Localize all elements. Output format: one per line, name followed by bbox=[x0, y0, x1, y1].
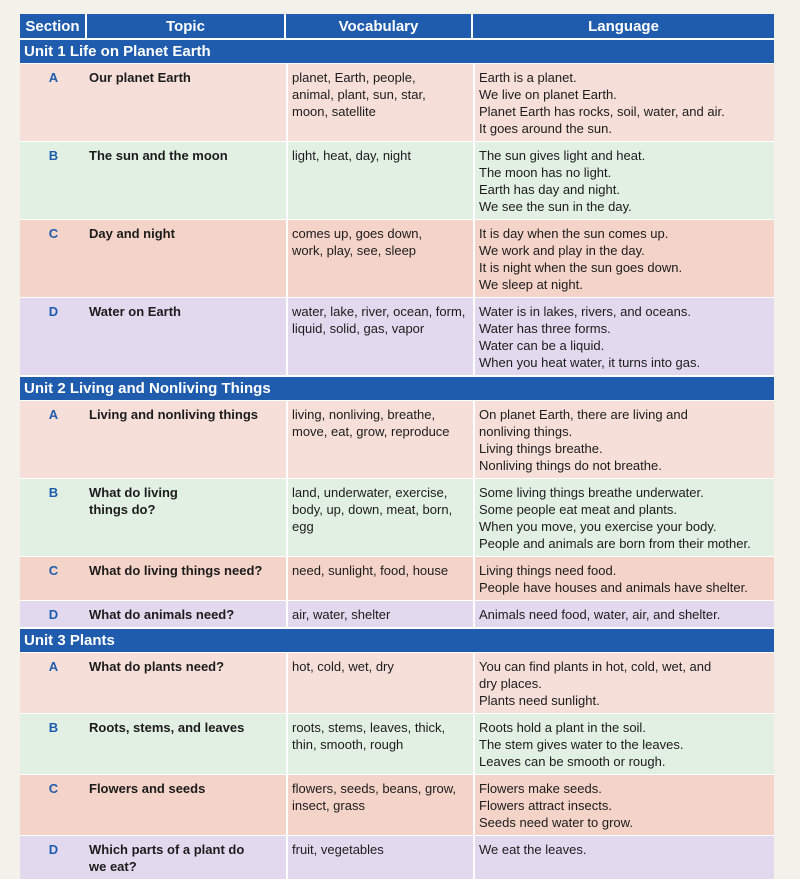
topic-cell bbox=[87, 63, 286, 141]
topic-cell bbox=[87, 478, 286, 556]
topic-line: Water on Earth bbox=[89, 304, 181, 319]
topic-line: What do plants need? bbox=[89, 659, 225, 674]
vocabulary-line: hot, cold, wet, dry bbox=[292, 659, 394, 674]
section-letter: C bbox=[20, 774, 87, 835]
table-row bbox=[20, 600, 774, 627]
topic-line: Roots, stems, and leaves bbox=[89, 720, 245, 735]
topic-line: things do? bbox=[89, 502, 156, 517]
vocabulary-line: move, eat, grow, reproduce bbox=[292, 424, 450, 439]
language-line: Nonliving things do not breathe. bbox=[479, 458, 662, 473]
language-line: Flowers make seeds. bbox=[479, 781, 602, 796]
language-line: It is day when the sun comes up. bbox=[479, 226, 669, 241]
language-line: Plants need sunlight. bbox=[479, 693, 600, 708]
unit-header-row bbox=[20, 627, 774, 652]
topic-cell bbox=[87, 652, 286, 713]
vocabulary-cell bbox=[286, 556, 473, 600]
section-letter: A bbox=[20, 652, 87, 713]
curriculum-table bbox=[20, 14, 774, 879]
language-line: Living things need food. bbox=[479, 563, 617, 578]
language-cell bbox=[473, 297, 774, 375]
topic-line: Day and night bbox=[89, 226, 175, 241]
section-letter: D bbox=[20, 600, 87, 627]
vocabulary-cell bbox=[286, 219, 473, 297]
vocabulary-line: water, lake, river, ocean, form, bbox=[292, 304, 466, 319]
table-row bbox=[20, 63, 774, 141]
language-cell bbox=[473, 556, 774, 600]
vocabulary-line: flowers, seeds, beans, grow, bbox=[292, 781, 457, 796]
section-letter: D bbox=[20, 297, 87, 375]
table-row bbox=[20, 219, 774, 297]
table-row bbox=[20, 400, 774, 478]
vocabulary-line: air, water, shelter bbox=[292, 607, 391, 622]
topic-line: Our planet Earth bbox=[89, 70, 191, 85]
language-cell bbox=[473, 141, 774, 219]
vocabulary-line: thin, smooth, rough bbox=[292, 737, 404, 752]
header-vocabulary: Vocabulary bbox=[286, 14, 473, 38]
language-line: When you move, you exercise your body. bbox=[479, 519, 717, 534]
vocabulary-line: need, sunlight, food, house bbox=[292, 563, 449, 578]
language-cell bbox=[473, 774, 774, 835]
language-cell bbox=[473, 63, 774, 141]
vocabulary-cell bbox=[286, 141, 473, 219]
language-line: The sun gives light and heat. bbox=[479, 148, 646, 163]
vocabulary-cell bbox=[286, 652, 473, 713]
unit-header-row bbox=[20, 38, 774, 63]
language-line: On planet Earth, there are living and bbox=[479, 407, 688, 422]
language-line: Earth is a planet. bbox=[479, 70, 577, 85]
vocabulary-line: animal, plant, sun, star, bbox=[292, 87, 426, 102]
language-line: People have houses and animals have shelter. bbox=[479, 580, 748, 595]
section-letter: A bbox=[20, 63, 87, 141]
topic-cell bbox=[87, 400, 286, 478]
language-cell bbox=[473, 835, 774, 879]
section-letter: D bbox=[20, 835, 87, 879]
vocabulary-cell bbox=[286, 63, 473, 141]
topic-line: What do living things need? bbox=[89, 563, 263, 578]
language-line: Some people eat meat and plants. bbox=[479, 502, 678, 517]
language-line: Leaves can be smooth or rough. bbox=[479, 754, 666, 769]
table-header-row bbox=[20, 14, 774, 38]
table-row bbox=[20, 713, 774, 774]
vocabulary-line: body, up, down, meat, born, bbox=[292, 502, 453, 517]
language-line: We see the sun in the day. bbox=[479, 199, 632, 214]
vocabulary-cell bbox=[286, 835, 473, 879]
table-row bbox=[20, 774, 774, 835]
topic-cell bbox=[87, 297, 286, 375]
topic-cell bbox=[87, 600, 286, 627]
vocabulary-line: living, nonliving, breathe, bbox=[292, 407, 436, 422]
topic-cell bbox=[87, 713, 286, 774]
topic-cell bbox=[87, 835, 286, 879]
topic-line: we eat? bbox=[89, 859, 137, 874]
table-row bbox=[20, 297, 774, 375]
unit-header-row bbox=[20, 375, 774, 400]
language-line: Living things breathe. bbox=[479, 441, 603, 456]
header-topic: Topic bbox=[87, 14, 286, 38]
language-line: People and animals are born from their mother. bbox=[479, 536, 751, 551]
vocabulary-line: liquid, solid, gas, vapor bbox=[292, 321, 425, 336]
language-cell bbox=[473, 713, 774, 774]
language-line: The stem gives water to the leaves. bbox=[479, 737, 684, 752]
language-line: It is night when the sun goes down. bbox=[479, 260, 683, 275]
topic-line: What do living bbox=[89, 485, 178, 500]
language-line: Some living things breathe underwater. bbox=[479, 485, 704, 500]
header-section: Section bbox=[20, 14, 87, 38]
vocabulary-line: fruit, vegetables bbox=[292, 842, 384, 857]
topic-line: The sun and the moon bbox=[89, 148, 228, 163]
table-row bbox=[20, 556, 774, 600]
vocabulary-line: planet, Earth, people, bbox=[292, 70, 416, 85]
language-line: When you heat water, it turns into gas. bbox=[479, 355, 701, 370]
language-line: dry places. bbox=[479, 676, 542, 691]
vocabulary-cell bbox=[286, 600, 473, 627]
language-cell bbox=[473, 600, 774, 627]
vocabulary-line: comes up, goes down, bbox=[292, 226, 423, 241]
table-row bbox=[20, 141, 774, 219]
language-cell bbox=[473, 652, 774, 713]
language-line: We eat the leaves. bbox=[479, 842, 587, 857]
table-body bbox=[20, 38, 774, 879]
vocabulary-cell bbox=[286, 774, 473, 835]
unit-title: Unit 2 Living and Nonliving Things bbox=[20, 375, 774, 400]
language-line: It goes around the sun. bbox=[479, 121, 612, 136]
language-line: Roots hold a plant in the soil. bbox=[479, 720, 646, 735]
language-cell bbox=[473, 219, 774, 297]
language-line: Water has three forms. bbox=[479, 321, 611, 336]
vocabulary-cell bbox=[286, 478, 473, 556]
section-letter: B bbox=[20, 478, 87, 556]
vocabulary-line: moon, satellite bbox=[292, 104, 376, 119]
vocabulary-line: roots, stems, leaves, thick, bbox=[292, 720, 446, 735]
vocabulary-cell bbox=[286, 400, 473, 478]
language-line: Planet Earth has rocks, soil, water, and air. bbox=[479, 104, 725, 119]
unit-title: Unit 1 Life on Planet Earth bbox=[20, 38, 774, 63]
table-row bbox=[20, 652, 774, 713]
table-row bbox=[20, 835, 774, 879]
topic-cell bbox=[87, 774, 286, 835]
vocabulary-line: insect, grass bbox=[292, 798, 365, 813]
language-line: Water can be a liquid. bbox=[479, 338, 605, 353]
section-letter: A bbox=[20, 400, 87, 478]
language-line: nonliving things. bbox=[479, 424, 573, 439]
language-line: Water is in lakes, rivers, and oceans. bbox=[479, 304, 691, 319]
table-row bbox=[20, 478, 774, 556]
language-cell bbox=[473, 478, 774, 556]
language-line: The moon has no light. bbox=[479, 165, 612, 180]
language-line: Seeds need water to grow. bbox=[479, 815, 633, 830]
language-line: You can find plants in hot, cold, wet, and bbox=[479, 659, 712, 674]
language-line: We live on planet Earth. bbox=[479, 87, 617, 102]
topic-cell bbox=[87, 556, 286, 600]
topic-line: What do animals need? bbox=[89, 607, 235, 622]
unit-title: Unit 3 Plants bbox=[20, 627, 774, 652]
vocabulary-cell bbox=[286, 713, 473, 774]
section-letter: C bbox=[20, 219, 87, 297]
vocabulary-line: land, underwater, exercise, bbox=[292, 485, 448, 500]
vocabulary-line: light, heat, day, night bbox=[292, 148, 412, 163]
section-letter: B bbox=[20, 713, 87, 774]
language-line: Flowers attract insects. bbox=[479, 798, 612, 813]
section-letter: C bbox=[20, 556, 87, 600]
topic-line: Which parts of a plant do bbox=[89, 842, 245, 857]
topic-line: Living and nonliving things bbox=[89, 407, 258, 422]
language-line: We sleep at night. bbox=[479, 277, 583, 292]
vocabulary-line: egg bbox=[292, 519, 314, 534]
vocabulary-line: work, play, see, sleep bbox=[292, 243, 417, 258]
language-line: Animals need food, water, air, and shelter. bbox=[479, 607, 721, 622]
topic-cell bbox=[87, 219, 286, 297]
language-line: Earth has day and night. bbox=[479, 182, 620, 197]
vocabulary-cell bbox=[286, 297, 473, 375]
language-line: We work and play in the day. bbox=[479, 243, 645, 258]
topic-cell bbox=[87, 141, 286, 219]
header-language: Language bbox=[473, 14, 774, 38]
language-cell bbox=[473, 400, 774, 478]
topic-line: Flowers and seeds bbox=[89, 781, 206, 796]
section-letter: B bbox=[20, 141, 87, 219]
